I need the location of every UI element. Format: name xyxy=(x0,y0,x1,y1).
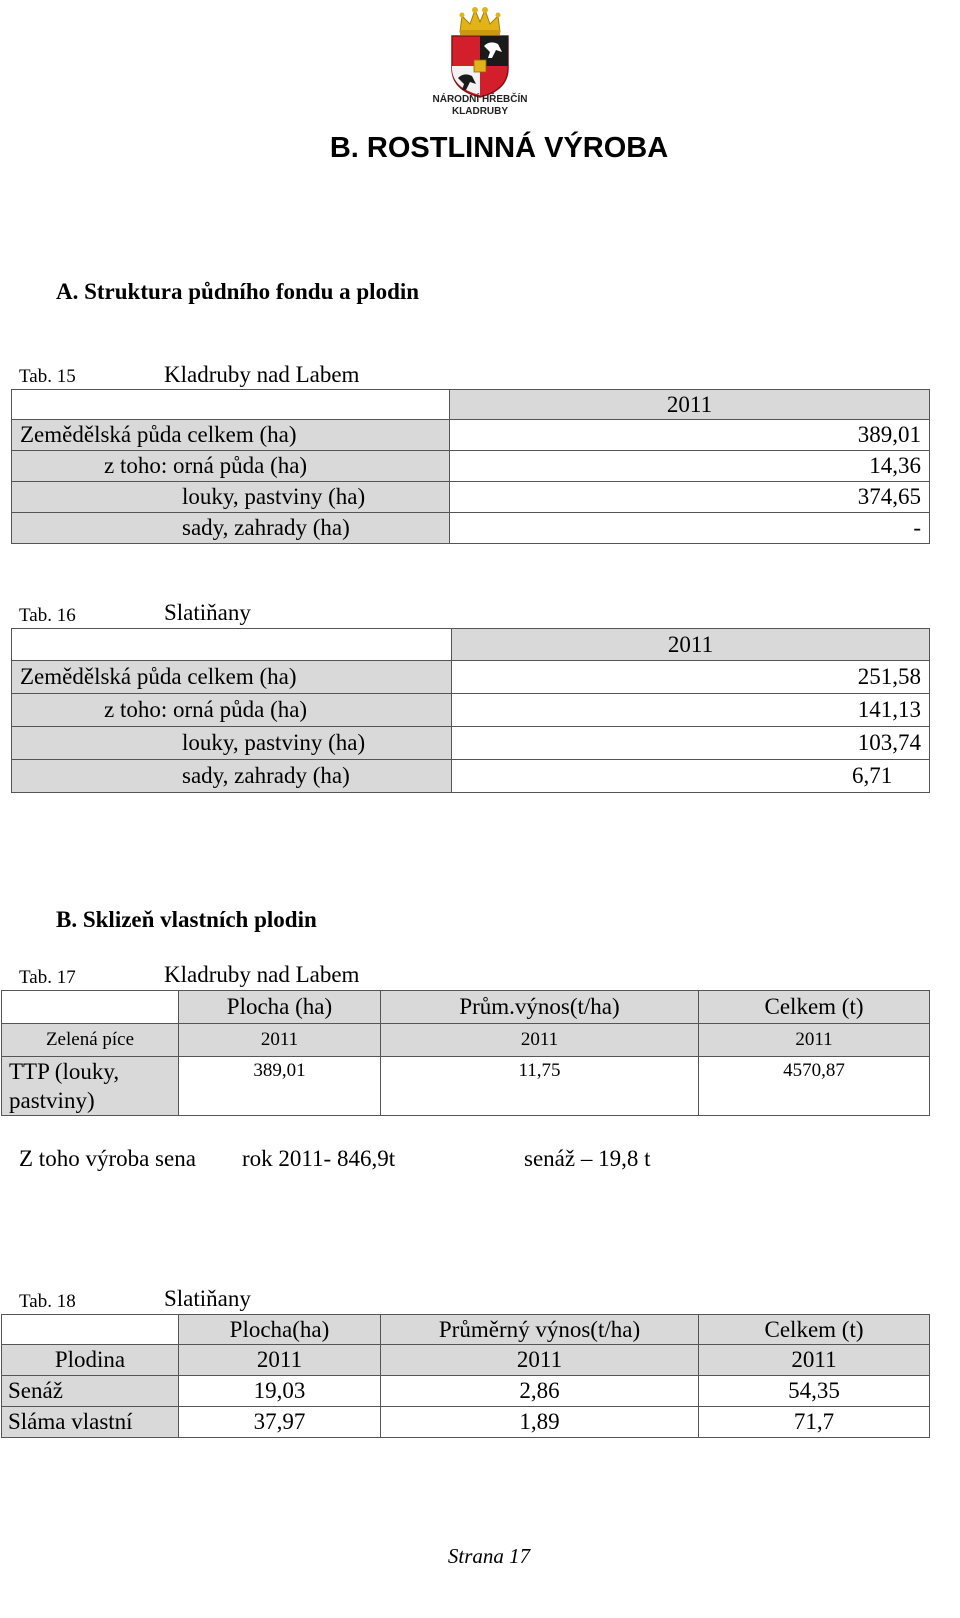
tab17-year: 2011 xyxy=(381,1024,699,1057)
tab17-label: Tab. 17 xyxy=(19,967,76,988)
tab16-row-value: 6,71 xyxy=(452,760,930,793)
tab16-label: Tab. 16 xyxy=(19,605,76,626)
tab18-header: Průměrný výnos(t/ha) xyxy=(381,1315,699,1345)
logo xyxy=(430,2,530,120)
note-part1: Z toho výroba sena xyxy=(19,1146,196,1171)
tab17-header: Prům.výnos(t/ha) xyxy=(381,991,699,1024)
tab18-row-name: Sláma vlastní xyxy=(2,1407,179,1438)
tab15-empty-cell xyxy=(12,390,450,420)
tab18-row-value: 1,89 xyxy=(381,1407,699,1438)
tab16-year: 2011 xyxy=(452,629,930,661)
tab16-row-name: z toho: orná půda (ha) xyxy=(12,694,452,727)
tab17-year: 2011 xyxy=(699,1024,930,1057)
tab16-row-value: 251,58 xyxy=(452,661,930,694)
note-part3: senáž – 19,8 t xyxy=(524,1146,651,1171)
tab18-header: Plocha(ha) xyxy=(179,1315,381,1345)
page-footer: Strana 17 xyxy=(447,1544,531,1568)
tab15-year: 2011 xyxy=(450,390,930,420)
tab18-row-name: Senáž xyxy=(2,1376,179,1407)
tab17-place: Kladruby nad Labem xyxy=(164,962,360,987)
tab18-row-value: 19,03 xyxy=(179,1376,381,1407)
tab15-row-value: - xyxy=(450,513,930,544)
tab15-row-name: z toho: orná půda (ha) xyxy=(12,451,450,482)
tab16-row-name: sady, zahrady (ha) xyxy=(12,760,452,793)
tab15-label: Tab. 15 xyxy=(19,366,76,387)
coat-of-arms-icon xyxy=(430,2,530,98)
tab18-year: 2011 xyxy=(699,1345,930,1376)
tab15-row-value: 374,65 xyxy=(450,482,930,513)
tab16-place: Slatiňany xyxy=(164,600,251,625)
tab16-empty-cell xyxy=(12,629,452,661)
tab18-row-value: 54,35 xyxy=(699,1376,930,1407)
tab18-year: 2011 xyxy=(381,1345,699,1376)
tab18-empty-cell xyxy=(2,1315,179,1345)
tab17-subheader-name: Zelená píce xyxy=(2,1024,179,1057)
tab17-header: Plocha (ha) xyxy=(179,991,381,1024)
tab17-row-value: 11,75 xyxy=(381,1057,699,1116)
tab16-row-name: Zemědělská půda celkem (ha) xyxy=(12,661,452,694)
tab16-table xyxy=(11,628,930,793)
tab17-row-value: 389,01 xyxy=(179,1057,381,1116)
tab16-row-value: 103,74 xyxy=(452,727,930,760)
tab15-row-name: louky, pastviny (ha) xyxy=(12,482,450,513)
tab15-table xyxy=(11,389,930,544)
hay-production-note xyxy=(0,1146,960,1176)
tab15-row-name: Zemědělská půda celkem (ha) xyxy=(12,420,450,451)
tab18-label: Tab. 18 xyxy=(19,1291,76,1312)
tab15-row-value: 14,36 xyxy=(450,451,930,482)
tab18-header: Celkem (t) xyxy=(699,1315,930,1345)
tab18-place: Slatiňany xyxy=(164,1286,251,1311)
tab16-row-value: 141,13 xyxy=(452,694,930,727)
tab15-place: Kladruby nad Labem xyxy=(164,362,360,387)
tab17-row-name: TTP (louky, pastviny) xyxy=(2,1057,179,1116)
tab17-header: Celkem (t) xyxy=(699,991,930,1024)
section-a-heading: A. Struktura půdního fondu a plodin xyxy=(56,279,420,304)
tab18-year: 2011 xyxy=(179,1345,381,1376)
tab18-subheader-name: Plodina xyxy=(2,1345,179,1376)
logo-text-line1: NÁRODNÍ HŘEBČÍN xyxy=(432,94,528,105)
logo-text-line2: KLADRUBY xyxy=(451,106,509,117)
note-part2: rok 2011- 846,9t xyxy=(242,1146,396,1171)
tab17-year: 2011 xyxy=(179,1024,381,1057)
tab18-table xyxy=(1,1314,930,1438)
tab18-row-value: 71,7 xyxy=(699,1407,930,1438)
tab17-empty-cell xyxy=(2,991,179,1024)
tab15-row-value: 389,01 xyxy=(450,420,930,451)
page-title: B. ROSTLINNÁ VÝROBA xyxy=(329,132,669,164)
tab17-row-value: 4570,87 xyxy=(699,1057,930,1116)
section-b-heading: B. Sklizeň vlastních plodin xyxy=(56,907,317,932)
tab17-table xyxy=(1,990,930,1116)
tab15-row-name: sady, zahrady (ha) xyxy=(12,513,450,544)
tab16-row-name: louky, pastviny (ha) xyxy=(12,727,452,760)
tab18-row-value: 2,86 xyxy=(381,1376,699,1407)
tab18-row-value: 37,97 xyxy=(179,1407,381,1438)
